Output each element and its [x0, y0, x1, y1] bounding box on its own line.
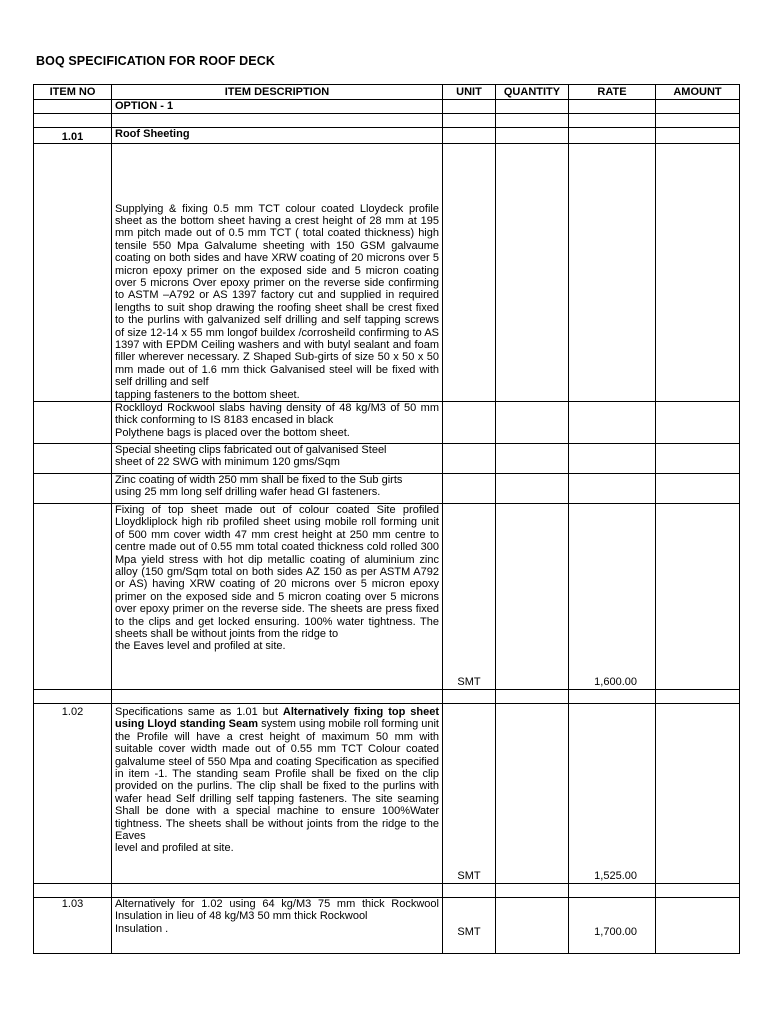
item-102-description: Specifications same as 1.01 but Alternatively fixing top sheet using Lloyd standing Seam system using mobile roll forming unit the Profile will have a crest height of maximum 50 mm with suitable cover width made out of 0.55 mm TCT Colour coated galvalume steel of 550 Mpa and coating Specification as specified in item -1. The standing seam Profile shall be fixed on the clip provided on the purlins. The clip shall be fixed to the purlins with wafer head Self drilling self tapping fasteners. The site seaming Shall be done with a special machine to ensure 100%Water tightness. The sheets shall be without joints from the ridge to the Eaves level and profiled at site. — [112, 704, 443, 884]
spacer-row — [34, 690, 740, 704]
col-header-rate: RATE — [569, 85, 656, 100]
item-101-para-5: Fixing of top sheet made out of colour coated Site profiled Lloydkliplock high rib profiled sheet using mobile roll forming unit of 500 mm cover width 47 mm crest height at 250 mm centre to centre made out of 0.55 mm total coated thickness cold rolled 300 Mpa yield stress with hot dip metallic coating of aluminium zinc alloy (150 gm/Sqm total on both sides AZ 150 as per ASTM A792 or AS) having XRW coating of 20 microns over 5 micron epoxy primer on the exposed side and 5 micron coating over 5 microns over epoxy primer on the reverse side. The sheets are press fixed to the clips and get locked ensuring. 100% water tightness. The sheets shall be without joints from the ridge to the Eaves level and profiled at site. — [112, 504, 443, 690]
col-header-quantity: QUANTITY — [496, 85, 569, 100]
option-row — [34, 100, 740, 114]
table-row — [34, 402, 740, 444]
table-row — [34, 144, 740, 402]
col-header-description: ITEM DESCRIPTION — [112, 85, 443, 100]
table-row — [34, 898, 740, 954]
option-label: OPTION - 1 — [112, 100, 443, 114]
col-header-unit: UNIT — [443, 85, 496, 100]
item-103-unit: SMT — [443, 898, 496, 954]
item-102-no: 1.02 — [34, 704, 112, 884]
table-row — [34, 504, 740, 690]
col-header-amount: AMOUNT — [656, 85, 740, 100]
document-title: BOQ SPECIFICATION FOR ROOF DECK — [36, 54, 275, 68]
table-row — [34, 474, 740, 504]
item-101-para-4: Zinc coating of width 250 mm shall be fixed to the Sub girts using 25 mm long self drilling wafer head GI fasteners. — [112, 474, 443, 504]
item-102-unit: SMT — [443, 704, 496, 884]
col-header-item-no: ITEM NO — [34, 85, 112, 100]
section-row — [34, 128, 740, 144]
item-101-para-3: Special sheeting clips fabricated out of galvanised Steel sheet of 22 SWG with minimum 120 gms/Sqm — [112, 444, 443, 474]
item-103-rate: 1,700.00 — [569, 898, 656, 954]
item-101-unit: SMT — [443, 504, 496, 690]
item-101-para-1: Supplying & fixing 0.5 mm TCT colour coated Lloydeck profile sheet as the bottom sheet having a crest height of 28 mm at 195 mm pitch made out of 0.5 mm TCT ( total coated thickness) high tensile 550 Mpa Galvalume sheeting with 150 GSM galvaume coating on both sides and have XRW coating of 20 microns over 5 micron epoxy primer on the exposed side and 5 micron coating over 5 microns Over epoxy primer on the reverse side confirming to ASTM –A792 or AS 1397 factory cut and supplied in required lengths to suit shop drawing the roofing sheet shall be crest fixed to the purlins with galvanized self drilling and self tapping screws of size 12-14 x 55 mm longof buildex /corrosheild confirming to AS 1397 with EPDM Ceiling washers and with butyl sealant and foam filler wherever necessary. Z Shaped Sub-girts of size 50 x 50 x 50 mm made out of 1.6 mm thick Galvanised steel will be fixed with self drilling and self tapping fasteners to the bottom sheet. — [112, 144, 443, 402]
spacer-row — [34, 884, 740, 898]
section-item-no: 1.01 — [34, 128, 112, 144]
item-101-rate: 1,600.00 — [569, 504, 656, 690]
spacer-row — [34, 114, 740, 128]
item-102-rate: 1,525.00 — [569, 704, 656, 884]
item-103-no: 1.03 — [34, 898, 112, 954]
table-row — [34, 704, 740, 884]
section-label: Roof Sheeting — [112, 128, 443, 144]
item-103-description: Alternatively for 1.02 using 64 kg/M3 75 mm thick Rockwool Insulation in lieu of 48 kg/M3 50 mm thick Rockwool Insulation . — [112, 898, 443, 954]
boq-table — [33, 84, 740, 954]
table-header-row — [34, 85, 740, 100]
item-101-para-2: Rocklloyd Rockwool slabs having density of 48 kg/M3 of 50 mm thick conforming to IS 8183 encased in black Polythene bags is placed over the bottom sheet. — [112, 402, 443, 444]
table-row — [34, 444, 740, 474]
